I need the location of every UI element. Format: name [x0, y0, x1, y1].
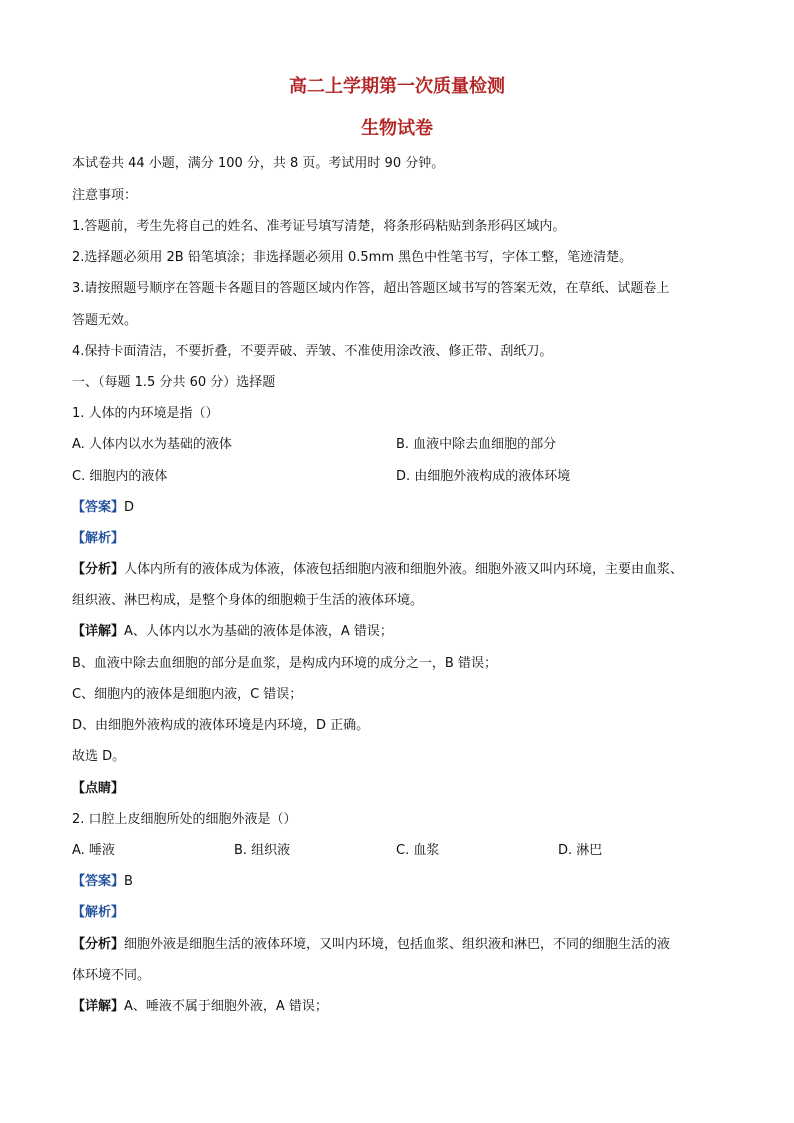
- question-1-option-c: C. 细胞内的液体: [72, 469, 168, 484]
- xiangjie-text: A、人体内以水为基础的液体是体液，A 错误；: [124, 624, 393, 639]
- question-2-option-d: D. 淋巴: [558, 843, 603, 858]
- question-1-option-b: B. 血液中除去血细胞的部分: [396, 437, 557, 452]
- answer-tag: 【答案】: [72, 874, 125, 889]
- analysis-tag: 【解析】: [72, 531, 125, 546]
- question-2-analysis-line-1: [72, 933, 670, 952]
- note-1: 1.答题前，考生先将自己的姓名、准考证号填写清楚，将条形码粘贴到条形码区域内。: [72, 219, 566, 234]
- note-3-continued: 答题无效。: [72, 313, 138, 328]
- question-1-detail-a: [72, 620, 393, 639]
- question-2-analysis-heading: [72, 901, 124, 920]
- question-2-option-b: B. 组织液: [234, 843, 291, 858]
- fenxi-text: 人体内所有的液体成为体液，体液包括细胞内液和细胞外液。细胞外液又叫内环境，主要由血浆、: [124, 562, 684, 577]
- question-1-stem: 1. 人体的内环境是指（）: [72, 406, 219, 421]
- question-2-detail-a: [72, 995, 328, 1014]
- note-4: 4.保持卡面清洁，不要折叠，不要弄破、弄皱、不准使用涂改液、修正带、刮纸刀。: [72, 344, 553, 359]
- question-2-stem: 2. 口腔上皮细胞所处的细胞外液是（）: [72, 812, 297, 827]
- question-1-analysis-line-1: [72, 558, 683, 577]
- analysis-tag: 【解析】: [72, 905, 125, 920]
- fenxi-text: 细胞外液是细胞生活的液体环境，又叫内环境，包括血浆、组织液和淋巴，不同的细胞生活的液: [124, 937, 671, 952]
- question-1-option-d: D. 由细胞外液构成的液体环境: [396, 469, 571, 484]
- note-3: 3.请按照题号顺序在答题卡各题目的答题区域内作答，超出答题区域书写的答案无效，在草纸、试题卷上: [72, 281, 670, 296]
- question-1-analysis-heading: [72, 527, 124, 546]
- exam-info: 本试卷共 44 小题，满分 100 分，共 8 页。考试用时 90 分钟。: [72, 156, 445, 171]
- question-1-comment-heading: [72, 777, 124, 796]
- note-2: 2.选择题必须用 2B 铅笔填涂；非选择题必须用 0.5mm 黑色中性笔书写，字体工整，笔迹清楚。: [72, 250, 633, 265]
- question-1-conclusion: 故选 D。: [72, 749, 126, 764]
- answer-value: D: [124, 500, 135, 515]
- question-1-detail-c: C、细胞内的液体是细胞内液，C 错误；: [72, 687, 303, 702]
- question-1-detail-d: D、由细胞外液构成的液体环境是内环境，D 正确。: [72, 718, 370, 733]
- answer-value: B: [124, 874, 133, 889]
- xiangjie-tag: 【详解】: [72, 624, 125, 639]
- question-1-option-a: A. 人体内以水为基础的液体: [72, 437, 232, 452]
- question-2-option-a: A. 唾液: [72, 843, 115, 858]
- question-2-option-c: C. 血浆: [396, 843, 440, 858]
- question-1-answer: [72, 496, 134, 515]
- section-heading: 一、（每题 1.5 分共 60 分）选择题: [72, 375, 276, 390]
- page-title: 高二上学期第一次质量检测: [289, 76, 505, 97]
- xiangjie-text: A、唾液不属于细胞外液，A 错误；: [124, 999, 328, 1014]
- page-subtitle: 生物试卷: [361, 118, 433, 139]
- question-1-detail-b: B、血液中除去血细胞的部分是血浆，是构成内环境的成分之一，B 错误；: [72, 656, 497, 671]
- xiangjie-tag: 【详解】: [72, 999, 125, 1014]
- notes-title: 注意事项：: [72, 188, 138, 203]
- question-1-analysis-line-2: 组织液、淋巴构成，是整个身体的细胞赖于生活的液体环境。: [72, 593, 424, 608]
- answer-tag: 【答案】: [72, 500, 125, 515]
- fenxi-tag: 【分析】: [72, 562, 125, 577]
- question-2-analysis-line-2: 体环境不同。: [72, 968, 151, 983]
- fenxi-tag: 【分析】: [72, 937, 125, 952]
- dianjing-tag: 【点睛】: [72, 781, 125, 796]
- question-2-answer: [72, 870, 133, 889]
